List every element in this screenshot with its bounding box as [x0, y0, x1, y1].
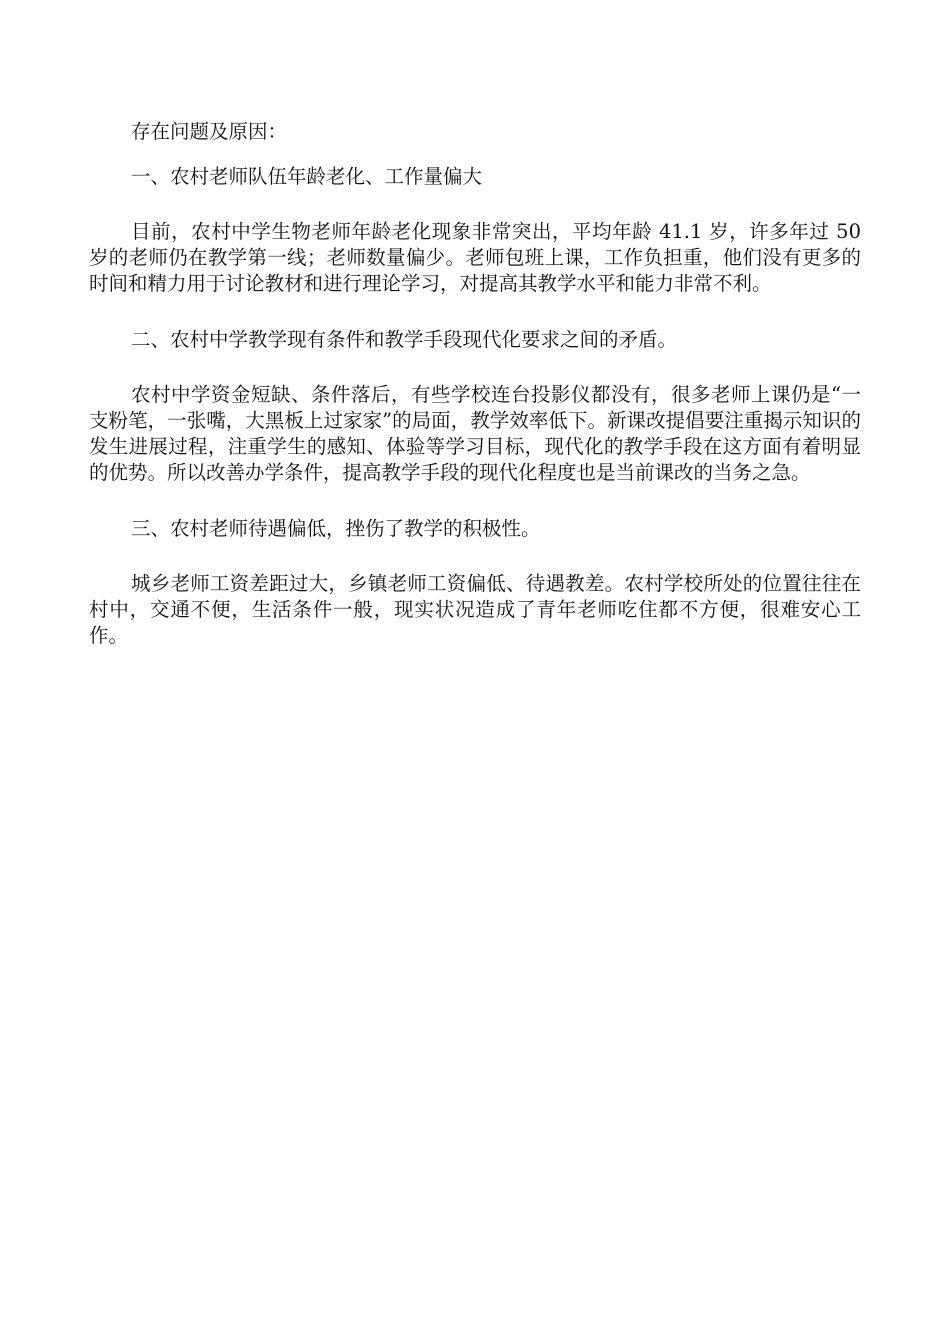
spacer: [89, 190, 861, 219]
spacer: [89, 486, 861, 516]
intro-heading: 存在问题及原因：: [131, 120, 288, 143]
section-1-heading: 一、农村老师队伍年龄老化、工作量偏大: [131, 165, 483, 188]
document-body: [89, 119, 861, 649]
section-1-paragraph: 目前，农村中学生物老师年龄老化现象非常突出，平均年龄 41.1 岁，许多年过 50 岁的老师仍在教学第一线；老师数量偏少。老师包班上课，工作负担重，他们没有更多的时间和精力用于讨论教材和进行理论学习，对提高其教学水平和能力非常不利。: [89, 220, 861, 295]
spacer: [89, 353, 861, 382]
spacer: [89, 145, 861, 164]
section-3-paragraph: 城乡老师工资差距过大，乡镇老师工资偏低、待遇教差。农村学校所处的位置往往在村中，交通不便，生活条件一般，现实状况造成了青年老师吃住都不方便，很难安心工作。: [89, 572, 861, 647]
section-2-heading: 二、农村中学教学现有条件和教学手段现代化要求之间的矛盾。: [131, 328, 678, 351]
spacer: [89, 297, 861, 327]
section-3-heading: 三、农村老师待遇偏低，挫伤了教学的积极性。: [131, 517, 541, 540]
section-2-paragraph: 农村中学资金短缺、条件落后，有些学校连台投影仪都没有，很多老师上课仍是“一支粉笔，一张嘴，大黑板上过家家”的局面，教学效率低下。新课改提倡要注重揭示知识的发生进展过程，注重学生的感知、体验等学习目标，现代化的教学手段在这方面有着明显的优势。所以改善办学条件，提高教学手段的现代化程度也是当前课改的当务之急。: [89, 383, 861, 484]
spacer: [89, 542, 861, 571]
